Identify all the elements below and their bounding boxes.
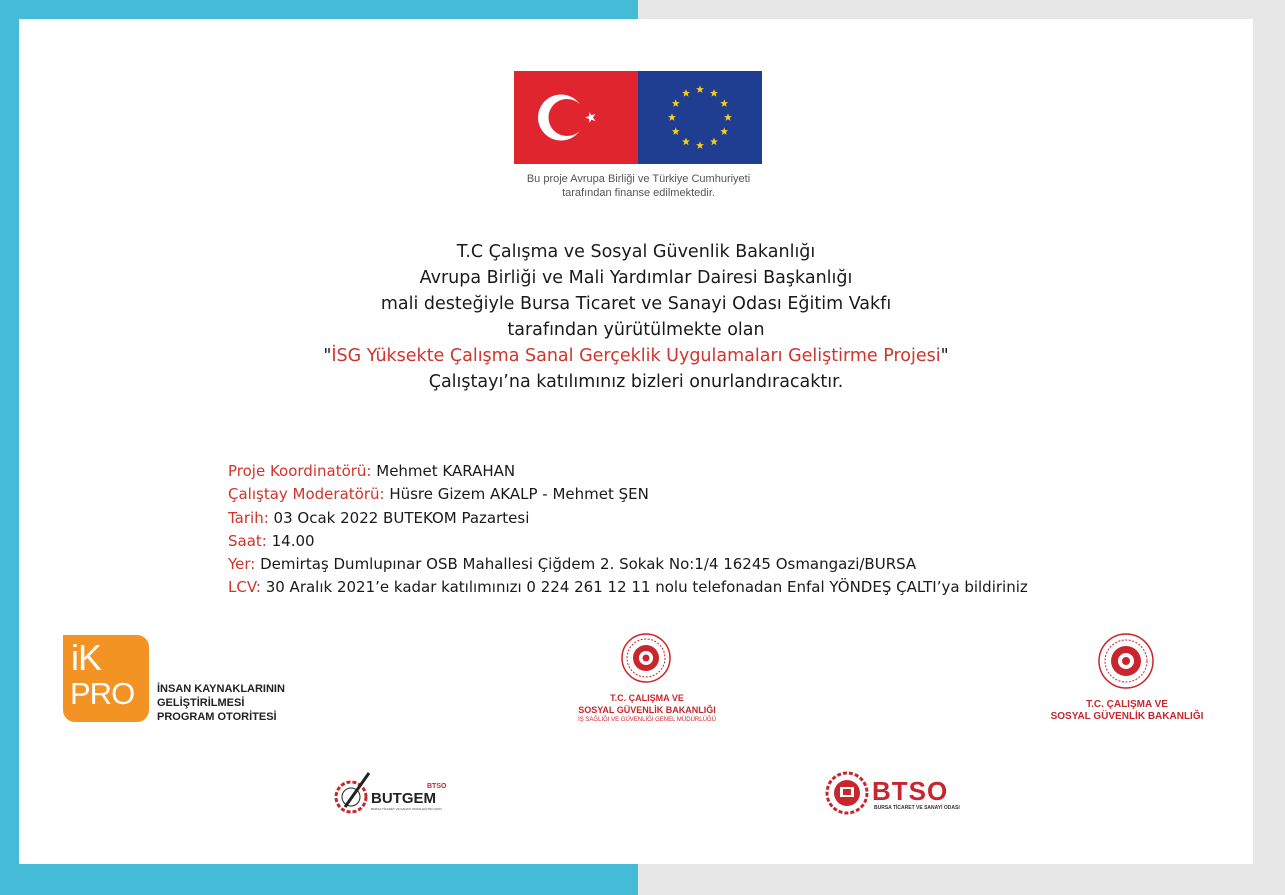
invitation-card (19, 19, 1253, 864)
detail-label: Saat: (228, 531, 267, 550)
quote-close: " (940, 346, 949, 366)
butgem-sub: BURSA TİCARET VE SANAYİ ODASI EĞİTİM VAKFI (371, 807, 442, 811)
detail-value: Hüsre Gizem AKALP - Mehmet ŞEN (384, 485, 649, 504)
csgb-isg-line3: İŞ SAĞLIĞI VE GÜVENLİĞİ GENEL MÜDÜRLÜĞÜ (578, 717, 716, 723)
ikpro-mark-pro: PRO (70, 676, 135, 711)
detail-label: Proje Koordinatörü: (228, 462, 372, 480)
ikpro-logo-text (157, 682, 357, 724)
tr-eu-flags (514, 71, 762, 164)
eu-flag (638, 71, 762, 164)
csgb-isg-line2: SOSYAL GÜVENLİK BAKANLIĞI (578, 705, 716, 715)
csgb-seal-icon (1098, 633, 1154, 689)
intro-line1: T.C Çalışma ve Sosyal Güvenlik Bakanlığı (456, 242, 816, 262)
btso-name: BTSO (872, 776, 949, 806)
intro-line4: tarafından yürütülmekte olan (507, 320, 765, 340)
detail-value: 14.00 (266, 531, 315, 550)
intro-line2: Avrupa Birliği ve Mali Yardımlar Dairesi Başkanlığı (419, 268, 853, 288)
detail-label: Tarih: (228, 508, 269, 527)
butgem-logo-icon (333, 771, 373, 815)
detail-label: LCV: (228, 578, 261, 597)
turkey-crescent-inner (549, 99, 586, 136)
intro-line3: mali desteğiyle Bursa Ticaret ve Sanayi Odası Eğitim Vakfı (380, 294, 892, 314)
btso-sub: BURSA TİCARET VE SANAYİ ODASI (874, 805, 960, 811)
csgb-text (1019, 699, 1235, 723)
detail-coordinator (228, 460, 1188, 483)
csgb-isg-text (539, 692, 755, 725)
detail-rsvp (228, 576, 1188, 599)
detail-value: 03 Ocak 2022 BUTEKOM Pazartesi (268, 508, 530, 527)
ikpro-logo-mark (63, 635, 149, 722)
csgb-isg-seal-icon (621, 633, 671, 683)
detail-moderator (228, 483, 1188, 506)
ikpro-text-line3: PROGRAM OTORİTESİ (157, 711, 277, 723)
detail-value: Demirtaş Dumlupınar OSB Mahallesi Çiğdem 2. Sokak No:1/4 16245 Osmangazi/BURSA (255, 555, 917, 574)
invitation-intro (179, 239, 1093, 395)
detail-label: Çalıştay Moderatörü: (228, 485, 385, 504)
flag-note-line2: tarafından finanse edilmektedir. (562, 187, 715, 199)
detail-time (228, 530, 1188, 553)
csgb-isg-line1: T.C. ÇALIŞMA VE (610, 693, 684, 703)
detail-label: Yer: (228, 555, 256, 574)
ikpro-mark-ik: iK (71, 637, 102, 678)
csgb-line1: T.C. ÇALIŞMA VE (1086, 699, 1168, 710)
detail-venue (228, 553, 1188, 576)
event-details (228, 460, 1188, 600)
flag-funding-note (469, 172, 808, 200)
detail-date (228, 507, 1188, 530)
butgem-name: BUTGEM (371, 790, 436, 807)
project-title-line (179, 343, 1093, 369)
quote-open: " (323, 346, 332, 366)
csgb-line2: SOSYAL GÜVENLİK BAKANLIĞI (1050, 711, 1204, 722)
btso-logo-icon (825, 771, 869, 815)
detail-value: 30 Aralık 2021’e kadar katılımınızı 0 224 261 12 11 nolu telefonadan Enfal YÖNDEŞ ÇALTI’ya bildiriniz (260, 578, 1028, 597)
detail-value: Mehmet KARAHAN (371, 462, 516, 480)
ikpro-text-line1: İNSAN KAYNAKLARININ (157, 683, 285, 695)
project-name: İSG Yüksekte Çalışma Sanal Gerçeklik Uygulamaları Geliştirme Projesi (331, 346, 941, 366)
butgem-tag: BTSO (427, 783, 447, 790)
flag-note-line1: Bu proje Avrupa Birliği ve Türkiye Cumhuriyeti (526, 173, 751, 185)
intro-line6: Çalıştayı’na katılımınız bizleri onurlandıracaktır. (428, 372, 844, 392)
ikpro-text-line2: GELİŞTİRİLMESİ (157, 697, 245, 709)
